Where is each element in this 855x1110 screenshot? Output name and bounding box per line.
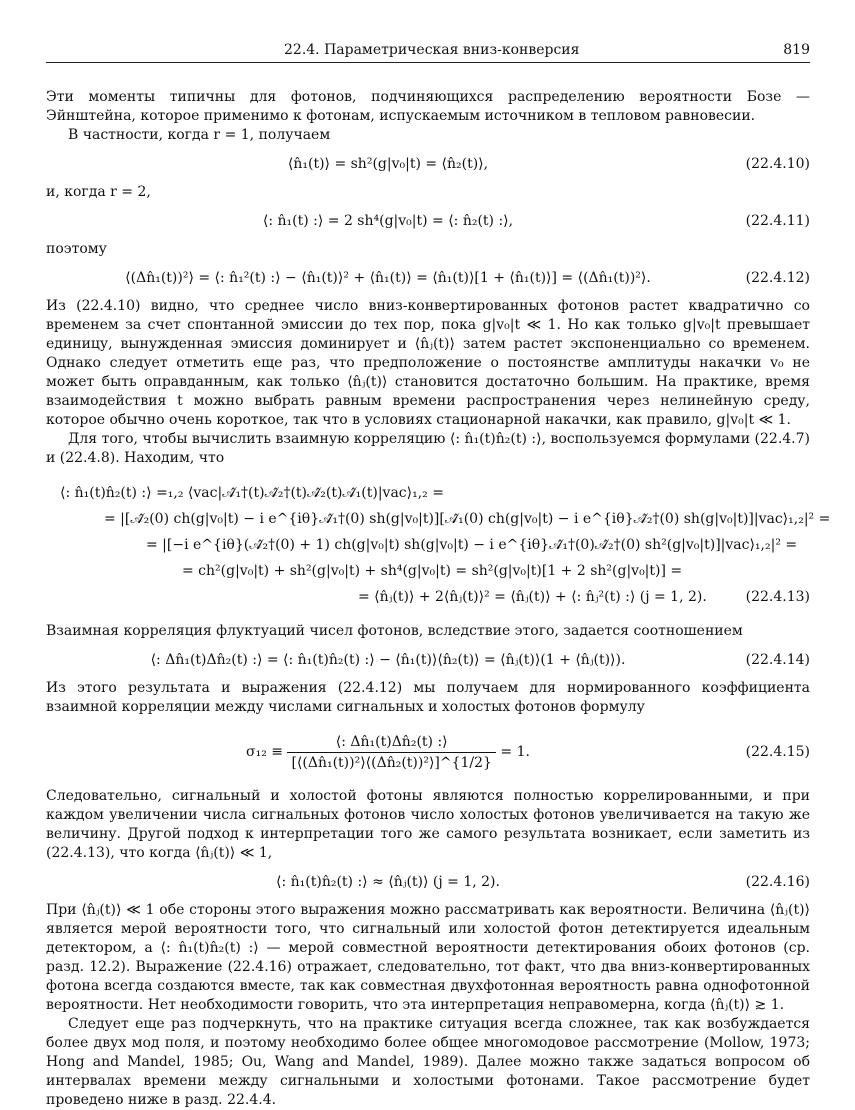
equation-number: (22.4.10) [745, 156, 810, 172]
equation-22-4-14 [46, 649, 810, 671]
paragraph: Следует еще раз подчеркнуть, что на практике ситуация всегда сложнее, так как возбуждается более двух мод поля, и поэтому необходимо более общее многомодовое рассмотрение (Mollow, 1973; Hong and Mandel, 1985; Ou, Wang and Mandel, 1989). Далее можно также задаться вопросом об интервалах времени между сигнальными и холостыми фотонами. Такое рассмотрение будет проведено ниже в разд. 22.4.4. [46, 1016, 810, 1108]
equation-line: = |[𝒜̂₂(0) ch(g|v₀|t) − i e^{iθ}𝒜̂₁†(0) sh(g|v₀|t)][𝒜̂₁(0) ch(g|v₀|t) − i e^{iθ}𝒜̂₂†(0) sh(g|v₀|t)]|vac⟩₁,₂|² = [104, 511, 831, 527]
equation-22-4-13 [46, 480, 831, 612]
equation-line: = |[−i e^{iθ}(𝒜̂₂†(0) + 1) ch(g|v₀|t) sh(g|v₀|t) − i e^{iθ}𝒜̂₁†(0)𝒜̂₂†(0) sh²(g|v₀|t)]|vac⟩₁,₂|² = [146, 537, 798, 553]
equation-22-4-12 [46, 267, 810, 289]
equation-22-4-11 [46, 210, 810, 232]
paragraph: Эти моменты типичны для фотонов, подчиняющихся распределению вероятности Бозе — Эйнштейна, которое применимо к фотонам, испускаемым источником в тепловом равновесии. [46, 89, 810, 124]
equation-formula: ⟨: n̂₁(t) :⟩ = 2 sh⁴(g|v₀|t) = ⟨: n̂₂(t) :⟩, [262, 213, 514, 229]
equation-formula: ⟨(Δn̂₁(t))²⟩ = ⟨: n̂₁²(t) :⟩ − ⟨n̂₁(t)⟩² + ⟨n̂₁(t)⟩ = ⟨n̂₁(t)⟩[1 + ⟨n̂₁(t)⟩] = ⟨(Δn̂₁(t))²⟩. [125, 270, 651, 286]
equation-22-4-16 [46, 871, 810, 893]
paragraph: При ⟨n̂ⱼ(t)⟩ ≪ 1 обе стороны этого выражения можно рассматривать как вероятности. Величина ⟨n̂ⱼ(t)⟩ является мерой вероятности того, что сигнальный или холостой фотон детектируется идеальным детектором, а ⟨: n̂₁(t)n̂₂(t) :⟩ — мерой совместной вероятности детектирования обоих фотонов (ср. разд. 12.2). Выражение (22.4.16) отражает, следовательно, тот факт, что два вниз-конвертированных фотона всегда создаются вместе, так как совместная двухфотонная вероятность равна однофотонной вероятности. Нет необходимости говорить, что эта интерпретация неправомерна, когда ⟨n̂ⱼ(t)⟩ ≳ 1. [46, 902, 810, 1013]
page [46, 40, 831, 1110]
paragraph: Следовательно, сигнальный и холостой фотоны являются полностью коррелированными, и при каждом увеличении числа сигнальных фотонов число холостых фотонов увеличивается на такую же величину. Другой подход к интерпретации того же самого результата возникает, если заметить из (22.4.13), что когда ⟨n̂ⱼ(t)⟩ ≪ 1, [46, 788, 810, 861]
equation-formula [46, 729, 730, 775]
equation-number: (22.4.14) [745, 652, 810, 668]
fraction [287, 732, 496, 773]
equation-line: = ⟨n̂ⱼ(t)⟩ + 2⟨n̂ⱼ(t)⟩² = ⟨n̂ⱼ(t)⟩ + ⟨: n̂ⱼ²(t) :⟩ (j = 1, 2). [358, 589, 707, 605]
paragraph: Взаимная корреляция флуктуаций чисел фотонов, вследствие этого, задается соотношением [46, 623, 743, 639]
equation-number: (22.4.11) [745, 213, 810, 229]
equation-number: (22.4.12) [745, 270, 810, 286]
equation-formula: ⟨: n̂₁(t)n̂₂(t) :⟩ ≈ ⟨n̂ⱼ(t)⟩ (j = 1, 2). [276, 874, 500, 890]
equation-number: (22.4.15) [745, 744, 810, 760]
equation-22-4-15 [46, 729, 810, 775]
paragraph: и, когда r = 2, [46, 184, 151, 200]
equation-formula: ⟨n̂₁(t)⟩ = sh²(g|v₀|t) = ⟨n̂₂(t)⟩, [287, 156, 489, 172]
equation-line: ⟨: n̂₁(t)n̂₂(t) :⟩ =₁,₂ ⟨vac|𝒜̂₁†(t)𝒜̂₂†(t)𝒜̂₂(t)𝒜̂₁(t)|vac⟩₁,₂ = [60, 485, 444, 501]
paragraph: Из (22.4.10) видно, что среднее число вниз-конвертированных фотонов растет квадратично со временем за счет спонтанной эмиссии до тех пор, пока g|v₀|t ≪ 1. Но как только g|v₀|t превышает единицу, вынужденная эмиссия доминирует и ⟨n̂ⱼ(t)⟩ затем растет экспоненциально со временем. Однако следует отметить еще раз, что предположение о постоянстве амплитуды накачки v₀ не может быть оправданным, как только ⟨n̂ⱼ(t)⟩ становится достаточно большим. На практике, время взаимодействия t можно выбрать равным времени распространения через нелинейную среду, которое обычно очень короткое, так что в условиях стационарной накачки, как правило, g|v₀|t ≪ 1. [46, 298, 810, 428]
equation-22-4-10 [46, 153, 810, 175]
fraction-numerator: ⟨: Δn̂₁(t)Δn̂₂(t) :⟩ [287, 732, 496, 753]
paragraph: поэтому [46, 241, 107, 257]
fraction-denominator: [⟨(Δn̂₁(t))²⟩⟨(Δn̂₂(t))²⟩]^{1/2} [291, 754, 492, 771]
equation-lhs: σ₁₂ ≡ [246, 744, 283, 760]
equation-rhs: = 1. [500, 744, 530, 760]
equation-formula: ⟨: Δn̂₁(t)Δn̂₂(t) :⟩ = ⟨: n̂₁(t)n̂₂(t) :⟩ − ⟨n̂₁(t)⟩⟨n̂₂(t)⟩ = ⟨n̂ⱼ(t)⟩(1 + ⟨n̂ⱼ(t)⟩). [150, 652, 626, 668]
paragraph: В частности, когда r = 1, получаем [68, 127, 331, 143]
running-header [46, 40, 810, 63]
equation-number: (22.4.13) [745, 589, 810, 605]
paragraph: Для того, чтобы вычислить взаимную корреляцию ⟨: n̂₁(t)n̂₂(t) :⟩, воспользуемся формулами (22.4.7) и (22.4.8). Находим, что [46, 431, 810, 466]
page-body [46, 88, 831, 1110]
page-number: 819 [783, 42, 810, 58]
equation-number: (22.4.16) [745, 874, 810, 890]
equation-line: = ch²(g|v₀|t) + sh²(g|v₀|t) + sh⁴(g|v₀|t) = sh²(g|v₀|t)[1 + 2 sh²(g|v₀|t)] = [182, 563, 683, 579]
paragraph: Из этого результата и выражения (22.4.12) мы получаем для нормированного коэффициента взаимной корреляции между числами сигнальных и холостых фотонов формулу [46, 680, 810, 715]
section-title: 22.4. Параметрическая вниз-конверсия [284, 42, 580, 58]
